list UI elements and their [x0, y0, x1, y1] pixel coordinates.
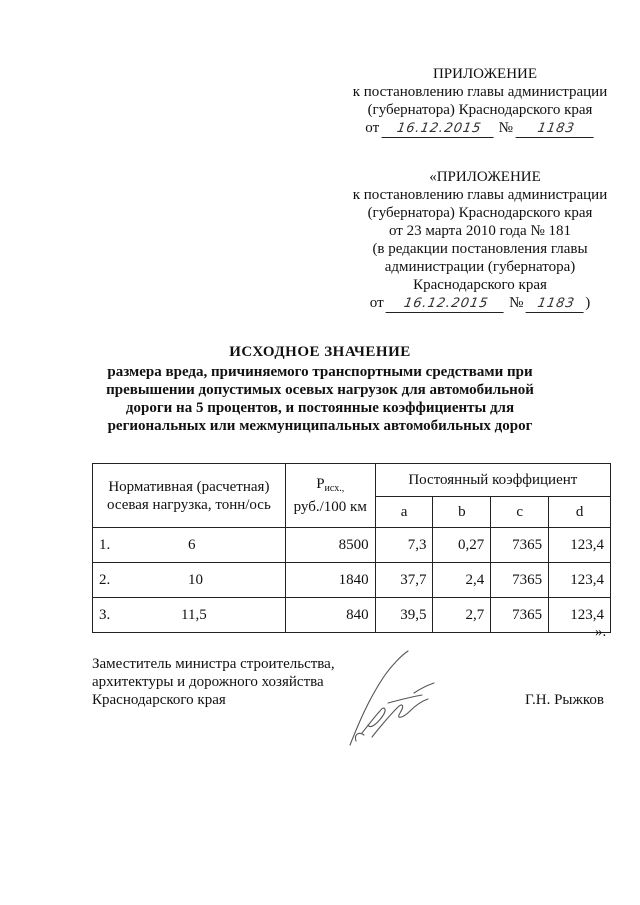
signer-block	[92, 655, 335, 709]
cell-p: 840	[285, 598, 375, 633]
cell-a: 7,3	[375, 528, 433, 563]
from-label: от	[369, 295, 384, 311]
table-row	[93, 598, 611, 633]
cell-load	[93, 598, 286, 633]
header-axle-load	[93, 464, 286, 528]
header-constant-coefficient: Постоянный коэффициент	[375, 464, 610, 497]
number-label: №	[509, 295, 524, 311]
title-line: размера вреда, причиняемого транспортными средствами при	[107, 364, 533, 380]
appendix-line: (губернатора) Краснодарского края	[367, 102, 593, 118]
row-number: 1.	[99, 537, 111, 553]
cell-c: 7365	[491, 563, 549, 598]
header-coef-c: c	[491, 497, 549, 528]
cell-b: 2,4	[433, 563, 491, 598]
header-p-unit: руб./100 км	[293, 499, 367, 515]
cell-p: 1840	[285, 563, 375, 598]
cell-d: 123,4	[549, 528, 611, 563]
cell-b: 2,7	[433, 598, 491, 633]
row-number: 3.	[99, 607, 111, 623]
appendix-line: Краснодарского края	[413, 277, 547, 293]
header-base-value	[285, 464, 375, 528]
appendix-line: администрации (губернатора)	[384, 259, 576, 275]
signer-position-line2: архитектуры и дорожного хозяйства	[92, 674, 324, 690]
header-p-symbol: P	[316, 476, 325, 492]
appendix-title: «ПРИЛОЖЕНИЕ	[429, 169, 541, 185]
load-value: 6	[188, 537, 196, 553]
row-number: 2.	[99, 572, 111, 588]
appendix-line: (губернатора) Краснодарского края	[367, 205, 593, 221]
closing-quote: ».	[595, 624, 607, 640]
appendix-title: ПРИЛОЖЕНИЕ	[432, 66, 538, 82]
appendix-date-row	[345, 119, 615, 138]
title-line: региональных или межмуниципальных автомобильных дорог	[107, 418, 533, 434]
signature-scribble	[310, 645, 450, 755]
signer-position-line3: Краснодарского края	[92, 692, 226, 708]
appendix-line: к постановлению главы администрации	[352, 84, 608, 100]
load-value: 11,5	[181, 607, 207, 623]
cell-c: 7365	[491, 598, 549, 633]
number-label: №	[498, 120, 513, 136]
header-coef-d: d	[549, 497, 611, 528]
header-axle-load-line2: осевая нагрузка, тонн/ось	[106, 496, 271, 513]
appendix-line: от 23 марта 2010 года № 181	[388, 223, 572, 239]
cell-p: 8500	[285, 528, 375, 563]
header-axle-load-line1: Нормативная (расчетная)	[108, 478, 270, 495]
cell-load	[93, 528, 286, 563]
cell-d: 123,4	[549, 563, 611, 598]
appendix-header-1	[345, 65, 615, 138]
table-row	[93, 563, 611, 598]
table-row	[93, 528, 611, 563]
appendix-date-row	[340, 294, 620, 313]
handwritten-date: 16.12.2015	[386, 296, 507, 313]
cell-d: 123,4	[549, 598, 611, 633]
cell-c: 7365	[491, 528, 549, 563]
header-coef-b: b	[433, 497, 491, 528]
handwritten-number: 1183	[515, 121, 596, 138]
handwritten-number: 1183	[526, 296, 587, 313]
title-main: ИСХОДНОЕ ЗНАЧЕНИЕ	[229, 344, 411, 360]
signer-position-line1: Заместитель министра строительства,	[92, 656, 335, 672]
cell-a: 39,5	[375, 598, 433, 633]
coefficients-table	[92, 463, 611, 633]
header-coef-a: a	[375, 497, 433, 528]
load-value: 10	[188, 572, 203, 588]
appendix-line: к постановлению главы администрации	[352, 187, 608, 203]
cell-b: 0,27	[433, 528, 491, 563]
closing-paren: )	[585, 295, 591, 311]
cell-load	[93, 563, 286, 598]
document-title	[60, 343, 580, 435]
title-line: превышении допустимых осевых нагрузок для автомобильной	[106, 382, 534, 398]
handwritten-signature	[310, 645, 450, 760]
cell-a: 37,7	[375, 563, 433, 598]
appendix-line: (в редакции постановления главы	[372, 241, 588, 257]
signer-name: Г.Н. Рыжков	[525, 692, 604, 708]
header-p-subscript: исх.,	[324, 483, 345, 494]
handwritten-date: 16.12.2015	[381, 121, 496, 138]
appendix-header-2	[340, 168, 620, 313]
from-label: от	[365, 120, 380, 136]
title-line: дороги на 5 процентов, и постоянные коэффициенты для	[125, 400, 515, 416]
